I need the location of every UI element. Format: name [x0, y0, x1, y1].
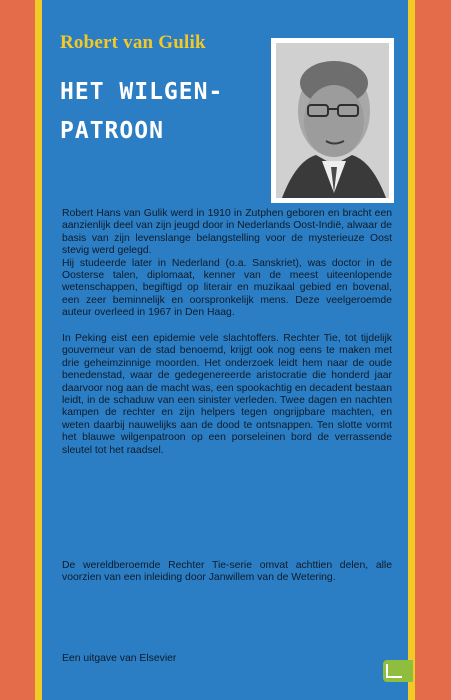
green-corner-badge [383, 660, 413, 682]
left-yellow-stripe [35, 0, 42, 700]
title-line-2: PATROON [60, 118, 164, 144]
series-paragraph: De wereldberoemde Rechter Tie-serie omvat achttien delen, alle voorzien van een inleiding door Janwillem van de Wetering. [62, 560, 392, 584]
author-photo [271, 38, 394, 203]
left-orange-border [0, 0, 35, 700]
series-note [62, 560, 392, 585]
bio-paragraph-2: Hij studeerde later in Nederland (o.a. Sanskriet), was doctor in de Oosterse talen, diplomaat, kenner van de meest uiteenlopende wetenschappen, begiftigd op literair en muzikaal gebied en bovenal, een zeer beminnelijk en oorspronkelijk mens. Deze veelgeroemde auteur overleed in 1967 in Den Haag. [62, 257, 392, 319]
author-name: Robert van Gulik [60, 32, 206, 53]
title-line-1: HET WILGEN- [60, 79, 224, 105]
right-yellow-stripe [408, 0, 415, 700]
bio-paragraph-1: Robert Hans van Gulik werd in 1910 in Zutphen geboren en bracht een aanzienlijk deel van zijn jeugd door in Nederlands Oost-Indië, alwaar de basis van zijn levenslange belangstelling voor de mysterieuze Oost stevig werd gelegd. [62, 208, 392, 257]
author-biography [62, 208, 392, 320]
right-orange-border [415, 0, 451, 700]
plot-summary [62, 333, 392, 457]
badge-mark-icon [386, 664, 402, 678]
author-portrait-image [276, 43, 389, 198]
plot-paragraph: In Peking eist een epidemie vele slachtoffers. Rechter Tie, tot tijdelijk gouverneur van de stad benoemd, krijgt ook nog eens te maken met drie geheimzinnige moorden. Het onderzoek leidt hem naar de oude benedenstad, waar de gedegenereerde aristocratie die honderd jaar daarvoor nog aan de macht was, een spookachtig en decadent bestaan leidt, in de schaduw van een sinister verleden. Twee dagen en nachten kampen de rechter en zijn helpers tegen ongrijpbare machten, en weten daarbij nauwelijks aan de dood te ontsnappen. Ten slotte vormt het blauwe wilgenpatroon op een porseleinen bord de verrassende sleutel tot het raadsel. [62, 333, 392, 456]
publisher-line: Een uitgave van Elsevier [62, 653, 177, 664]
